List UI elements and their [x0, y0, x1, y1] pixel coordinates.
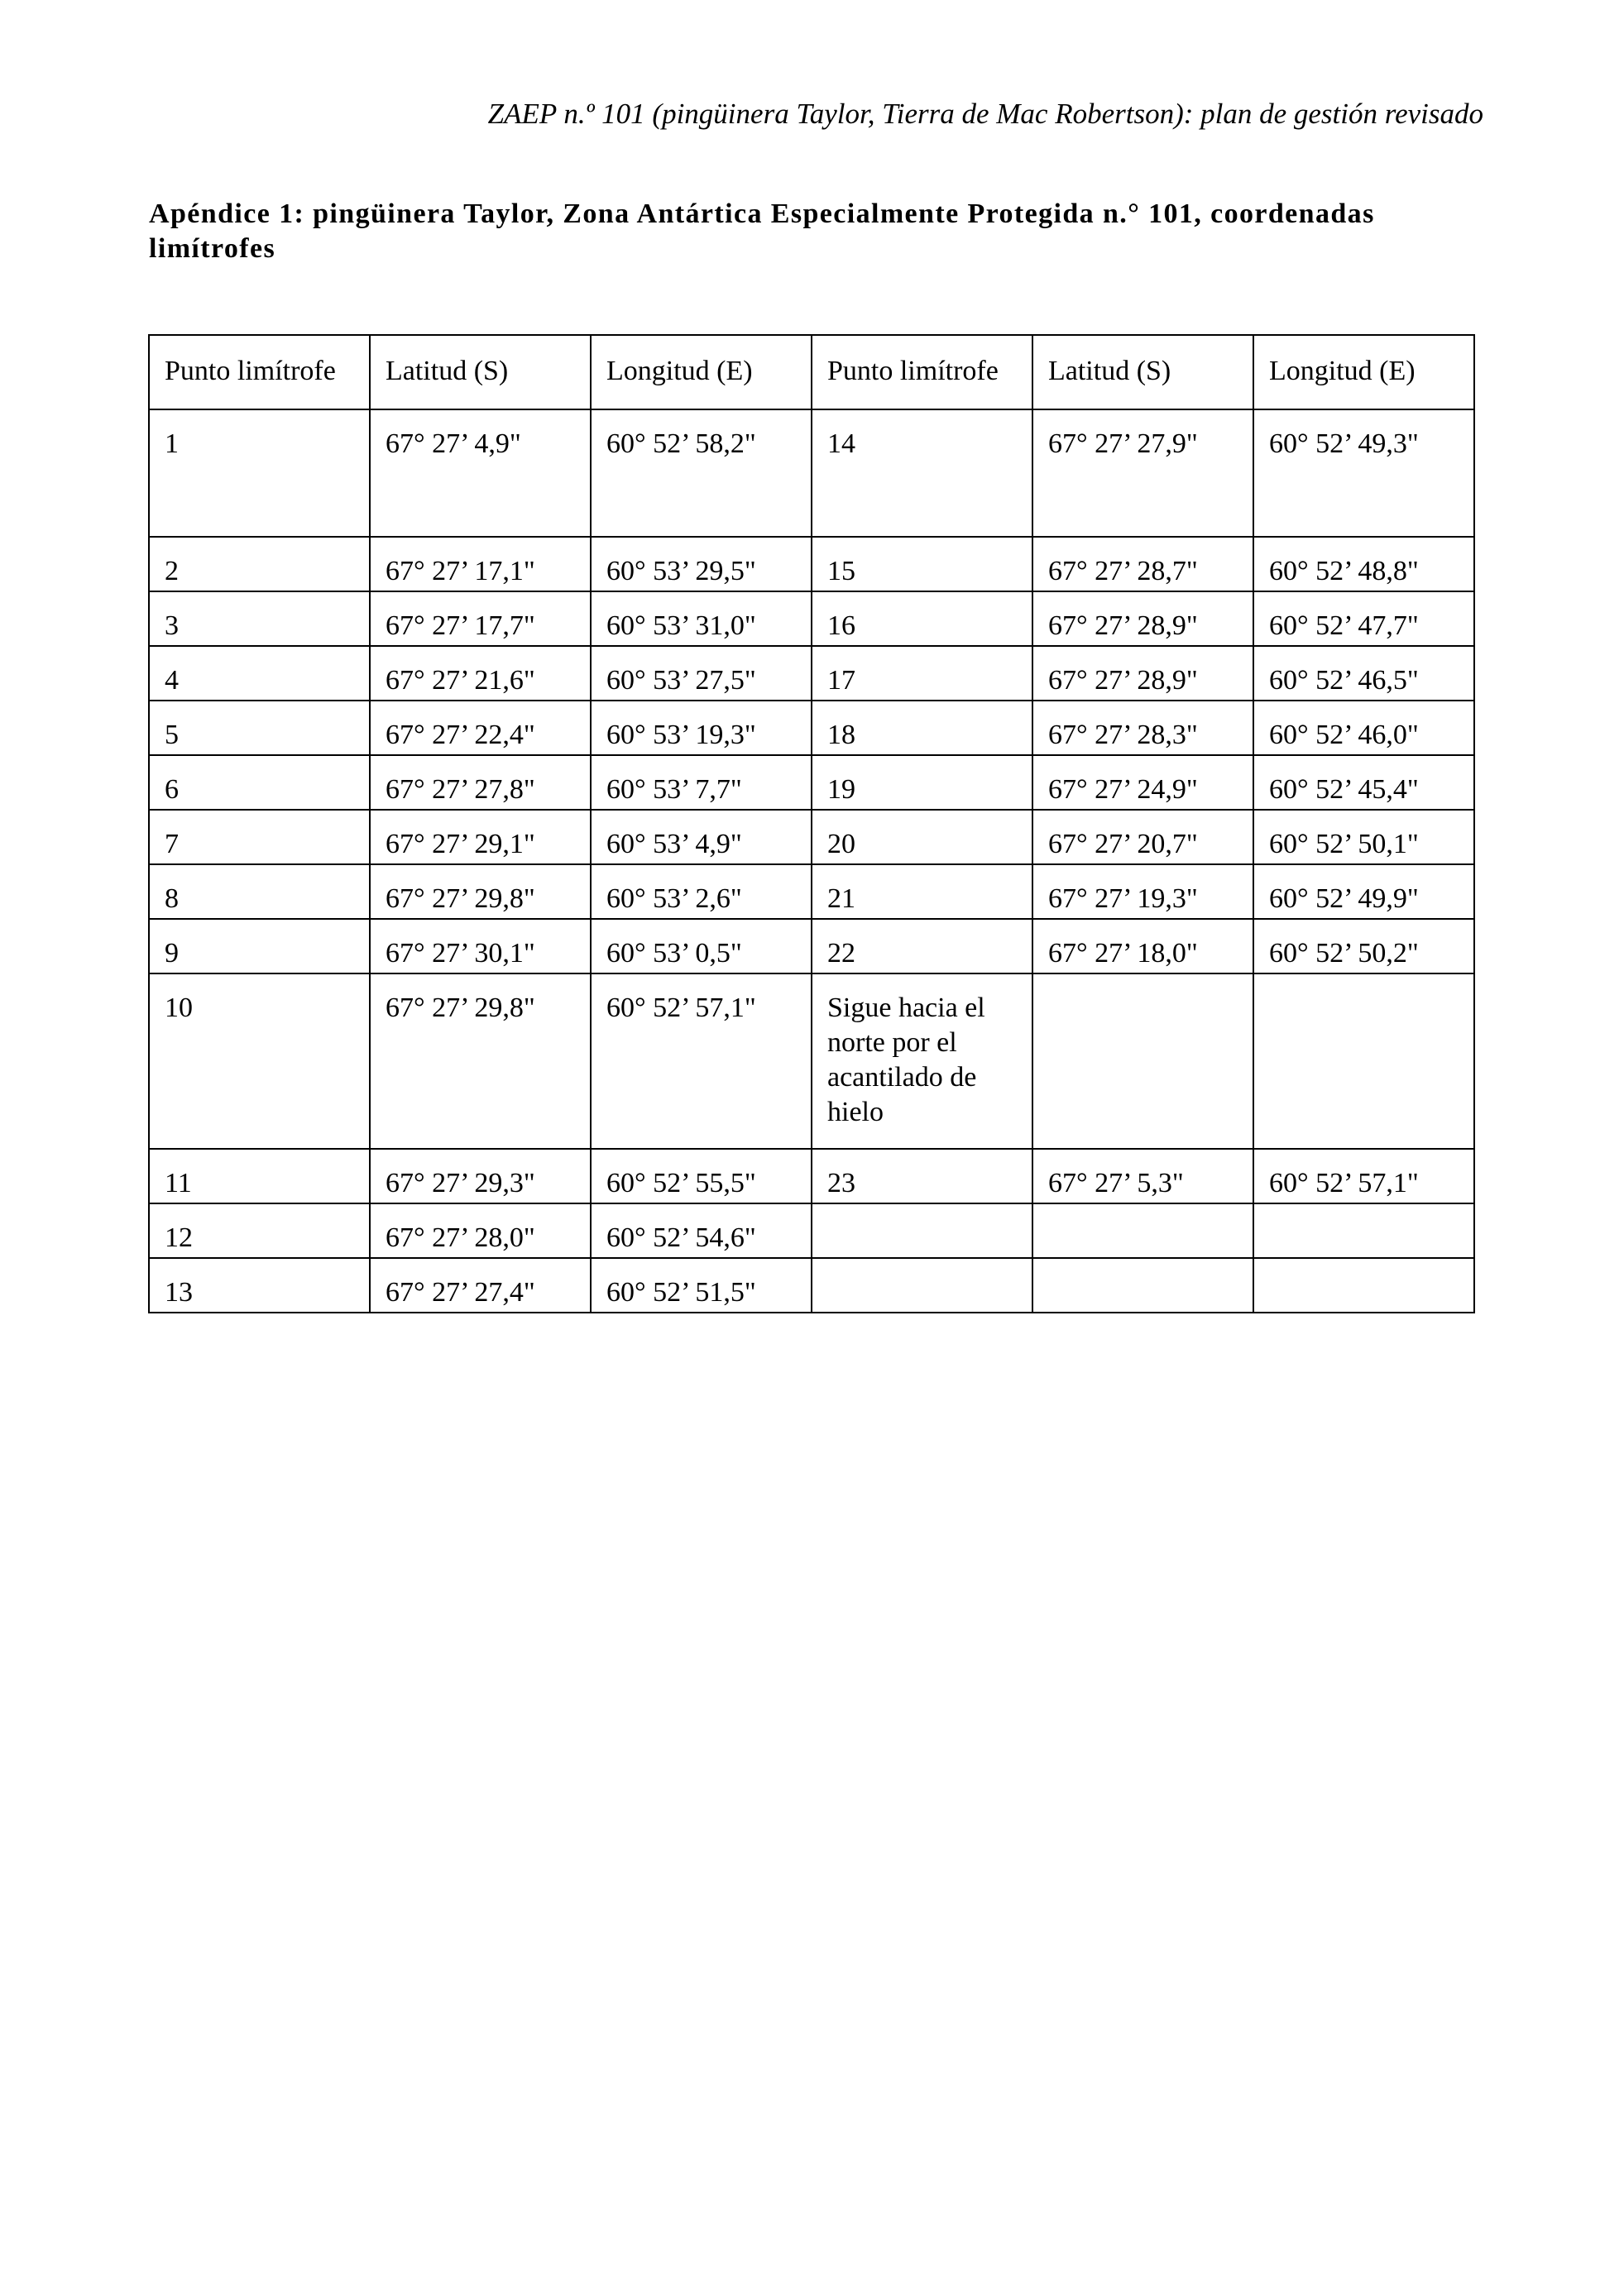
- table-cell: 67° 27’ 27,8": [370, 755, 591, 810]
- table-cell: 67° 27’ 28,9": [1032, 646, 1253, 701]
- table-cell: 67° 27’ 21,6": [370, 646, 591, 701]
- header-cell: Latitud (S): [1032, 335, 1253, 409]
- table-cell: 60° 53’ 19,3": [591, 701, 812, 755]
- table-cell: 67° 27’ 24,9": [1032, 755, 1253, 810]
- table-cell: 60° 52’ 46,0": [1253, 701, 1474, 755]
- table-cell: 60° 52’ 45,4": [1253, 755, 1474, 810]
- table-row: [149, 591, 1474, 646]
- table-cell: 67° 27’ 18,0": [1032, 919, 1253, 973]
- table-cell: 67° 27’ 28,3": [1032, 701, 1253, 755]
- table-cell: 7: [149, 810, 370, 864]
- table-cell: 60° 52’ 55,5": [591, 1149, 812, 1203]
- table-cell: 14: [812, 409, 1032, 537]
- table-cell: 67° 27’ 29,3": [370, 1149, 591, 1203]
- table-cell: 8: [149, 864, 370, 919]
- table-cell: 2: [149, 537, 370, 591]
- table-cell: 67° 27’ 22,4": [370, 701, 591, 755]
- table-cell: [812, 1258, 1032, 1313]
- table-row: [149, 1203, 1474, 1258]
- table-cell: 60° 53’ 4,9": [591, 810, 812, 864]
- table-cell: 60° 52’ 49,3": [1253, 409, 1474, 537]
- table-cell: 13: [149, 1258, 370, 1313]
- table-cell: 60° 53’ 27,5": [591, 646, 812, 701]
- table-cell: 11: [149, 1149, 370, 1203]
- table-cell: 19: [812, 755, 1032, 810]
- table-cell: 60° 52’ 58,2": [591, 409, 812, 537]
- table-row: [149, 701, 1474, 755]
- table-row: [149, 1149, 1474, 1203]
- table-cell: 21: [812, 864, 1032, 919]
- table-cell: 22: [812, 919, 1032, 973]
- table-cell: 67° 27’ 27,4": [370, 1258, 591, 1313]
- table-cell: 16: [812, 591, 1032, 646]
- table-cell: [812, 1203, 1032, 1258]
- table-cell: 60° 52’ 49,9": [1253, 864, 1474, 919]
- table-row: [149, 646, 1474, 701]
- table-cell: 60° 52’ 46,5": [1253, 646, 1474, 701]
- table-cell: [1032, 1258, 1253, 1313]
- table-cell: 67° 27’ 29,1": [370, 810, 591, 864]
- table-cell: 67° 27’ 17,7": [370, 591, 591, 646]
- table-cell: 5: [149, 701, 370, 755]
- table-cell: 15: [812, 537, 1032, 591]
- table-cell: 17: [812, 646, 1032, 701]
- table-cell: [1032, 1203, 1253, 1258]
- table-row: [149, 973, 1474, 1149]
- table-row: [149, 755, 1474, 810]
- table-cell: 60° 53’ 2,6": [591, 864, 812, 919]
- header-cell: Longitud (E): [1253, 335, 1474, 409]
- table-cell: 4: [149, 646, 370, 701]
- table-cell: 60° 53’ 31,0": [591, 591, 812, 646]
- table-cell: 60° 52’ 51,5": [591, 1258, 812, 1313]
- table-cell: 67° 27’ 28,9": [1032, 591, 1253, 646]
- table-cell: 60° 52’ 50,2": [1253, 919, 1474, 973]
- table-row: [149, 409, 1474, 537]
- table-cell: 67° 27’ 19,3": [1032, 864, 1253, 919]
- table-cell: 60° 52’ 54,6": [591, 1203, 812, 1258]
- table-cell: 60° 52’ 47,7": [1253, 591, 1474, 646]
- table-cell: 67° 27’ 29,8": [370, 973, 591, 1149]
- table-cell: 67° 27’ 5,3": [1032, 1149, 1253, 1203]
- table-cell: 20: [812, 810, 1032, 864]
- table-cell: [1253, 1258, 1474, 1313]
- table-row: [149, 919, 1474, 973]
- appendix-title: Apéndice 1: pingüinera Taylor, Zona Antártica Especialmente Protegida n.° 101, coordenadas limítrofes: [149, 199, 1375, 264]
- table-cell: 67° 27’ 30,1": [370, 919, 591, 973]
- table-cell: 1: [149, 409, 370, 537]
- table-row: [149, 537, 1474, 591]
- table-cell: 67° 27’ 28,7": [1032, 537, 1253, 591]
- header-cell: Punto limítrofe: [812, 335, 1032, 409]
- table-cell: 3: [149, 591, 370, 646]
- header-cell: Punto limítrofe: [149, 335, 370, 409]
- table-cell: 67° 27’ 29,8": [370, 864, 591, 919]
- table-row: [149, 810, 1474, 864]
- table-cell: 60° 52’ 48,8": [1253, 537, 1474, 591]
- table-cell: 67° 27’ 20,7": [1032, 810, 1253, 864]
- table-row: [149, 1258, 1474, 1313]
- table-cell: 6: [149, 755, 370, 810]
- table-cell: 67° 27’ 28,0": [370, 1203, 591, 1258]
- table-row: [149, 864, 1474, 919]
- table-cell: 18: [812, 701, 1032, 755]
- running-header: ZAEP n.º 101 (pingüinera Taylor, Tierra de Mac Robertson): plan de gestión revisado: [487, 98, 1483, 130]
- table-cell: 9: [149, 919, 370, 973]
- table-cell: 60° 52’ 57,1": [1253, 1149, 1474, 1203]
- header-cell: Latitud (S): [370, 335, 591, 409]
- table-cell: 67° 27’ 17,1": [370, 537, 591, 591]
- header-cell: Longitud (E): [591, 335, 812, 409]
- table-cell: [1253, 1203, 1474, 1258]
- table-cell: 60° 53’ 7,7": [591, 755, 812, 810]
- table-header-row: [149, 335, 1474, 409]
- table-cell: [1253, 973, 1474, 1149]
- table-cell: 67° 27’ 4,9": [370, 409, 591, 537]
- table-cell: 10: [149, 973, 370, 1149]
- table-cell: Sigue hacia el norte por el acantilado de hielo: [812, 973, 1032, 1149]
- table-cell: 60° 52’ 50,1": [1253, 810, 1474, 864]
- table-cell: 12: [149, 1203, 370, 1258]
- table-cell: 60° 53’ 29,5": [591, 537, 812, 591]
- table-cell: [1032, 973, 1253, 1149]
- table-cell: 23: [812, 1149, 1032, 1203]
- table-cell: 60° 53’ 0,5": [591, 919, 812, 973]
- table-cell: 67° 27’ 27,9": [1032, 409, 1253, 537]
- table-cell: 60° 52’ 57,1": [591, 973, 812, 1149]
- boundary-coordinates-table: [148, 334, 1475, 1313]
